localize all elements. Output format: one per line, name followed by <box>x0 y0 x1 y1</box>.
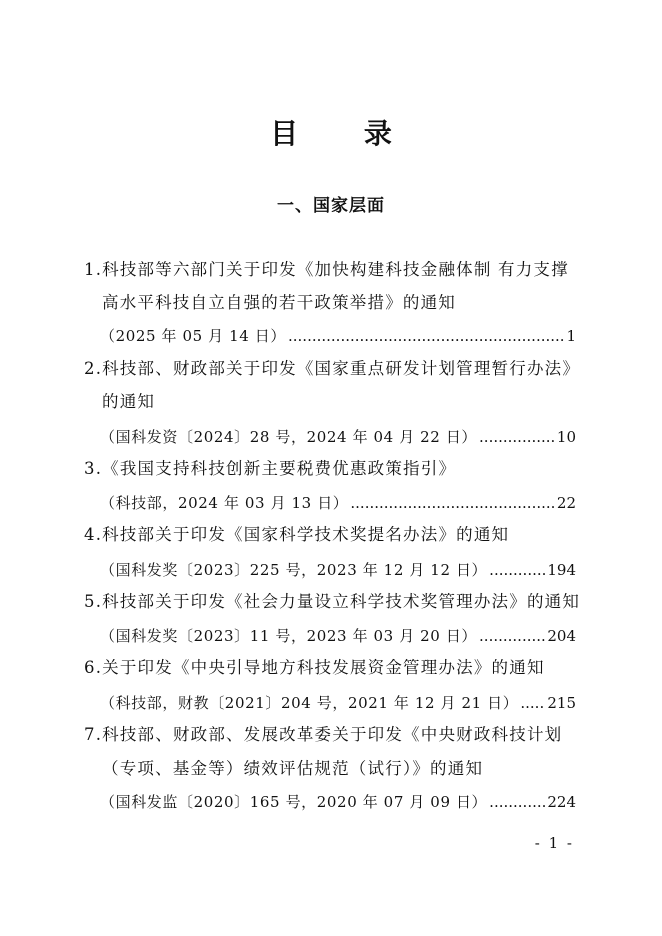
dot-leader <box>520 692 545 714</box>
toc-entry-title[interactable]: 7.科技部、财政部、发展改革委关于印发《中央财政科技计划 <box>84 725 563 744</box>
dot-leader <box>479 625 545 647</box>
dot-leader <box>350 492 555 514</box>
toc-entry-source-line[interactable] <box>100 625 576 647</box>
dot-leader <box>489 559 545 581</box>
toc-entry-title[interactable]: 3.《我国支持科技创新主要税费优惠政策指引》 <box>84 459 457 478</box>
toc-entry-title[interactable]: 6.关于印发《中央引导地方科技发展资金管理办法》的通知 <box>84 658 545 677</box>
toc-entry-title-continued[interactable]: （专项、基金等）绩效评估规范（试行）》的通知 <box>102 759 484 778</box>
toc-entry-source-line[interactable] <box>100 559 576 581</box>
dot-leader <box>479 426 555 448</box>
toc-entry-source-line[interactable] <box>100 426 576 448</box>
toc-entry-source: （国科发资〔2024〕28 号，2024 年 04 月 22 日） <box>100 428 478 446</box>
toc-entry-source: （科技部，2024 年 03 月 13 日） <box>100 494 349 512</box>
toc-entry-source: （国科发监〔2020〕165 号，2020 年 07 月 09 日） <box>100 793 488 811</box>
page-number: - 1 - <box>534 834 574 852</box>
toc-entry-source: （2025 年 05 月 14 日） <box>100 327 286 345</box>
toc-entry-page: 215 <box>547 694 576 712</box>
toc-entry-title[interactable]: 2.科技部、财政部关于印发《国家重点研发计划管理暂行办法》 <box>84 359 581 378</box>
dot-leader <box>489 791 545 813</box>
section-heading: 一、国家层面 <box>277 196 385 216</box>
toc-entry-title[interactable]: 1.科技部等六部门关于印发《加快构建科技金融体制 有力支撑 <box>84 260 569 279</box>
toc-entry-page: 1 <box>566 327 576 345</box>
toc-entry-page: 204 <box>547 627 576 645</box>
toc-entry-title-continued[interactable]: 高水平科技自立自强的若干政策举措》的通知 <box>102 293 456 312</box>
toc-entry-source-line[interactable] <box>100 692 576 714</box>
toc-entry-title[interactable]: 4.科技部关于印发《国家科学技术奖提名办法》的通知 <box>84 525 510 544</box>
toc-entry-page: 10 <box>556 428 576 446</box>
toc-entry-source-line[interactable] <box>100 492 576 514</box>
toc-entry-title-continued[interactable]: 的通知 <box>102 392 156 411</box>
toc-entry-source-line[interactable] <box>100 791 576 813</box>
toc-entry-page: 194 <box>547 561 576 579</box>
toc-entry-source: （国科发奖〔2023〕11 号，2023 年 03 月 20 日） <box>100 627 478 645</box>
toc-entry-source: （科技部，财教〔2021〕204 号，2021 年 12 月 21 日） <box>100 694 519 712</box>
dot-leader <box>288 325 564 347</box>
toc-entry-page: 22 <box>556 494 576 512</box>
toc-title: 目 录 <box>270 117 420 150</box>
toc-entry-source-line[interactable] <box>100 325 576 347</box>
toc-entry-page: 224 <box>547 793 576 811</box>
toc-entry-title[interactable]: 5.科技部关于印发《社会力量设立科学技术奖管理办法》的通知 <box>84 592 581 611</box>
toc-entry-source: （国科发奖〔2023〕225 号，2023 年 12 月 12 日） <box>100 561 488 579</box>
